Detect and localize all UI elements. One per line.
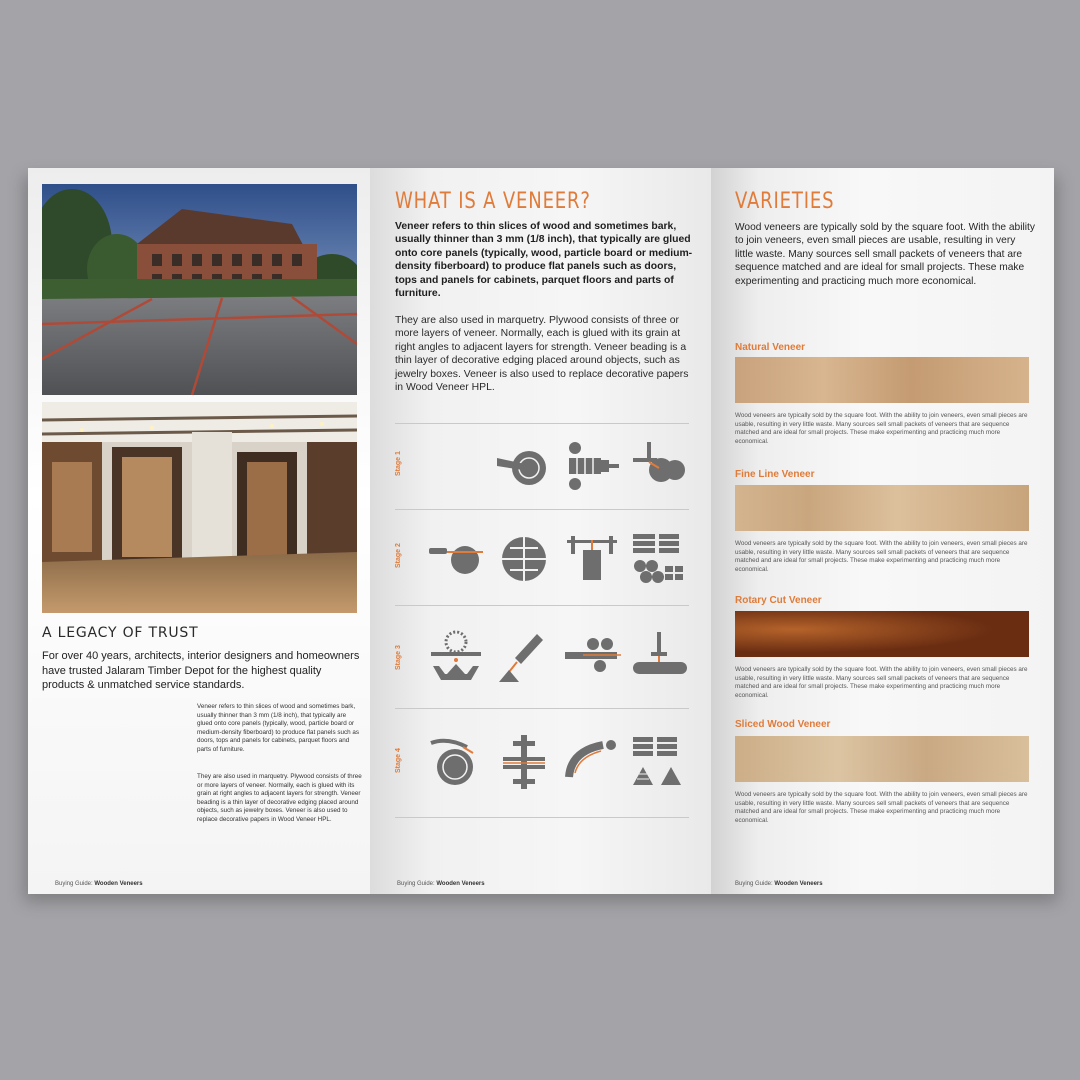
log-splitting-icon: [631, 438, 689, 496]
page-title: VARIETIES: [735, 189, 835, 214]
variety-description: Wood veneers are typically sold by the square foot. With the ability to join veneers, even small pieces are usable, resulting in very little waste. Many sources sell small packets of veneers that are sequence matched and are ideal for small projects. These make experimenting and practicing much more economical.: [735, 540, 1028, 574]
cutting-blade-icon: [427, 530, 485, 588]
varieties-intro-text: Wood veneers are typically sold by the square foot. With the ability to join veneers, even small pieces are usable, resulting in very little waste. Many sources sell small packets of veneers that are sequence matched and are ideal for small projects. These make experimenting and practicing much more economical.: [735, 222, 1035, 287]
variety-title: Rotary Cut Veneer: [735, 595, 822, 606]
stacked-logs-icon: [631, 530, 689, 588]
page-footer: Buying Guide: Wooden Veneers: [397, 881, 485, 887]
legacy-title: A LEGACY OF TRUST: [42, 625, 199, 641]
sliced-wood-veneer-swatch: [735, 736, 1029, 782]
circular-saw-icon: [427, 628, 485, 686]
veneer-peeling-icon: [427, 733, 485, 791]
fine-line-veneer-swatch: [735, 485, 1029, 531]
right-page: [711, 168, 1054, 894]
conveyor-press-icon: [631, 628, 689, 686]
page-footer: Buying Guide: Wooden Veneers: [55, 881, 143, 887]
stage-label: Stage 4: [395, 748, 402, 773]
log-pressing-icon: [563, 530, 621, 588]
page-title: WHAT IS A VENEER?: [395, 189, 591, 214]
log-cutting-icon: [495, 438, 553, 496]
stage-label: Stage 3: [395, 645, 402, 670]
roller-press-icon: [563, 628, 621, 686]
glue-nozzle-icon: [495, 628, 553, 686]
log-sawing-icon: [563, 438, 621, 496]
veneer-description-text: Veneer refers to thin slices of wood and sometimes bark, usually thinner than 3 mm (1/8 inch), that typically are glued onto core panels (typically, wood, particle board or medium-density fiberboard) to produce flat panels such as doors, tops and panels for cabinets, parquet floors and parts of furniture.: [197, 703, 360, 753]
clamp-press-icon: [495, 733, 553, 791]
log-quartering-icon: [495, 530, 553, 588]
variety-title: Natural Veneer: [735, 342, 806, 353]
showroom-photo: [42, 402, 357, 613]
legacy-text: For over 40 years, architects, interior designers and homeowners have trusted Jalaram Timber Depot for the highest quality products & unmatched service standards.: [42, 650, 360, 692]
page-footer: Buying Guide: Wooden Veneers: [735, 881, 823, 887]
stage-label: Stage 2: [395, 543, 402, 568]
stage-row: [395, 423, 689, 510]
rotary-cut-veneer-swatch: [735, 611, 1029, 657]
stage-label: Stage 1: [395, 451, 402, 476]
variety-title: Fine Line Veneer: [735, 469, 815, 480]
veneer-stacks-icon: [631, 733, 689, 791]
middle-page: [370, 168, 711, 894]
variety-title: Sliced Wood Veneer: [735, 719, 831, 730]
variety-description: Wood veneers are typically sold by the square foot. With the ability to join veneers, even small pieces are usable, resulting in very little waste. Many sources sell small packets of veneers that are sequence matched and are ideal for small projects. These make experimenting and practicing much more economical.: [735, 666, 1028, 700]
bending-veneer-icon: [563, 733, 621, 791]
variety-description: Wood veneers are typically sold by the square foot. With the ability to join veneers, even small pieces are usable, resulting in very little waste. Many sources sell small packets of veneers that are sequence matched and are ideal for small projects. These make experimenting and practicing much more economical.: [735, 791, 1028, 825]
veneer-body-text: They are also used in marquetry. Plywood consists of three or more layers of veneer. Normally, each is glued with its grain at right angles to adjacent layers for strength. Veneer beading is a thin layer of decorative edging placed around objects, such as jewelry boxes. Veneer is also used to replace decorative papers in Wood Veneer HPL.: [395, 315, 689, 394]
stage-row: [395, 605, 689, 709]
stage-row: [395, 509, 689, 606]
variety-description: Wood veneers are typically sold by the square foot. With the ability to join veneers, even small pieces are usable, resulting in very little waste. Many sources sell small packets of veneers that are sequence matched and are ideal for small projects. These make experimenting and practicing much more economical.: [735, 412, 1028, 446]
left-page: [28, 168, 370, 894]
veneer-intro-text: Veneer refers to thin slices of wood and sometimes bark, usually thinner than 3 mm (1/8 inch), that typically are glued onto core panels (typically, wood, particle board or medium-density fiberboard) to produce flat panels such as doors, tops and panels for cabinets, parquet floors and parts of furniture.: [395, 221, 693, 300]
stage-row: [395, 708, 689, 818]
natural-veneer-swatch: [735, 357, 1029, 403]
building-photo: [42, 184, 357, 395]
marquetry-description-text: They are also used in marquetry. Plywood consists of three or more layers of veneer. Normally, each is glued with its grain at right angles to adjacent layers for strength. Veneer beading is a thin layer of decorative edging placed around objects, such as jewelry boxes. Veneer is also used to replace decorative papers in Wood Veneer HPL.: [197, 773, 362, 823]
